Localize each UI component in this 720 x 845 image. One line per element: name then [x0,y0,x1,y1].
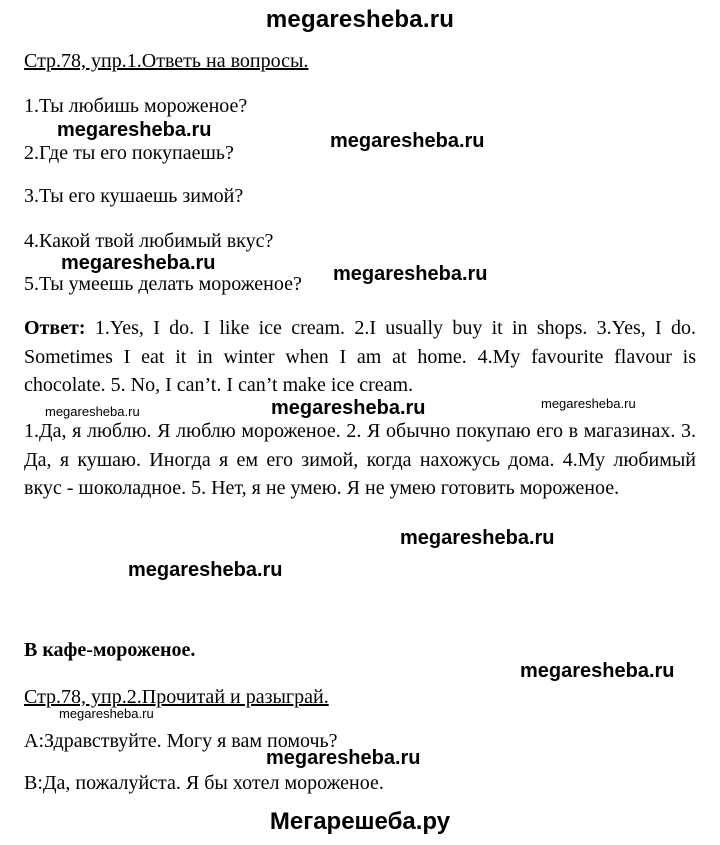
watermark-small: megaresheba.ru [45,404,140,419]
question-4: 4.Какой твой любимый вкус? [24,230,274,252]
watermark: megaresheba.ru [271,397,426,419]
watermark: megaresheba.ru [333,263,488,285]
question-3: 3.Ты его кушаешь зимой? [24,185,244,207]
header-watermark: megaresheba.ru [265,6,455,33]
answer-english-text: 1.Yes, I do. I like ice cream. 2.I usually buy it in shops. 3.Yes, I do. Sometimes I eat it in winter when I am at home. 4.My favourite flavour is chocolate. 5. No, I can’t. I can’t make ice cream. [24,317,696,396]
dialog-line-b: В:Да, пожалуйста. Я бы хотел мороженое. [24,772,384,794]
question-2: 2.Где ты его покупаешь? [24,142,234,164]
answer-russian: 1.Да, я люблю. Я люблю мороженое. 2. Я обычно покупаю его в магазинах. 3. Да, я кушаю. Иногда я ем его зимой, когда нахожусь дома. 4.Му любимый вкус - шоколадное. 5. Нет, я не умею. Я не умею готовить мороженое. [24,420,696,499]
watermark: megaresheba.ru [520,660,675,682]
answer-label: Ответ: [24,317,86,339]
answer-english [24,314,696,400]
question-5: 5.Ты умеешь делать мороженое? [24,273,302,295]
watermark: megaresheba.ru [400,527,555,549]
watermark: megaresheba.ru [61,252,216,274]
footer-watermark: Мегарешеба.ру [269,808,451,835]
question-1: 1.Ты любишь мороженое? [24,95,248,117]
watermark: megaresheba.ru [57,119,212,141]
dialog-line-a: А:Здравствуйте. Могу я вам помочь? [24,730,338,752]
watermark-small: megaresheba.ru [59,706,154,721]
watermark: megaresheba.ru [266,747,421,769]
exercise-2-title: Стр.78, упр.2.Прочитай и разыграй. [24,686,329,708]
watermark-small: megaresheba.ru [541,396,636,411]
watermark: megaresheba.ru [330,130,485,152]
exercise-1-title: Стр.78, упр.1.Ответь на вопросы. [24,50,309,72]
watermark: megaresheba.ru [128,559,283,581]
section-heading: В кафе-мороженое. [24,639,196,661]
